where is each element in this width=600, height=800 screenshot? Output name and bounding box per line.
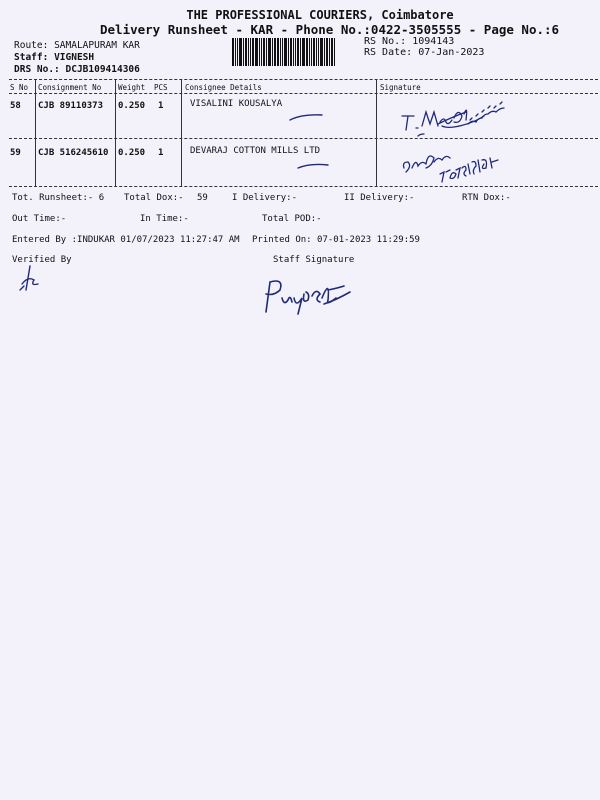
barcode-bar xyxy=(268,38,271,66)
th-consignee: Consignee Details xyxy=(185,83,262,92)
recipient-signature-image xyxy=(400,138,510,184)
barcode-bar xyxy=(297,38,299,66)
recipient-signature-image xyxy=(380,94,520,138)
cell-consignee: DEVARAJ COTTON MILLS LTD xyxy=(190,146,321,156)
barcode-bar xyxy=(284,38,287,66)
rs-date-value: 07-Jan-2023 xyxy=(418,47,485,58)
barcode-bar xyxy=(232,38,234,66)
col-divider xyxy=(181,80,182,186)
th-signature: Signature xyxy=(380,83,421,92)
staff-label: Staff: xyxy=(14,52,49,63)
route-label: Route: xyxy=(14,40,49,51)
barcode-bar xyxy=(239,38,242,66)
barcode-bar xyxy=(243,38,244,66)
barcode-bar xyxy=(259,38,260,66)
rs-no-value: 1094143 xyxy=(412,36,455,47)
rs-date-label: RS Date: xyxy=(364,47,413,58)
verified-by-label: Verified By xyxy=(12,255,72,265)
barcode-bar xyxy=(263,38,265,66)
barcode-bar xyxy=(295,38,296,66)
cell-pcs: 1 xyxy=(158,101,164,111)
barcode-bar xyxy=(311,38,312,66)
tot-runsheet: Tot. Runsheet:- 6 xyxy=(12,193,105,203)
staff-signature-label: Staff Signature xyxy=(273,255,355,265)
col-divider xyxy=(115,80,116,186)
total-dox-label: Total Dox:- xyxy=(124,193,184,203)
cell-sno: 59 xyxy=(10,148,21,158)
barcode-bar xyxy=(320,38,323,66)
cell-consignment: CJB 89110373 xyxy=(38,101,104,111)
pen-mark xyxy=(296,158,332,177)
barcode-bar xyxy=(318,38,319,66)
table-bottom-rule xyxy=(9,186,600,187)
cell-consignee: VISALINI KOUSALYA xyxy=(190,99,283,109)
barcode-bar xyxy=(261,38,262,66)
i-delivery: I Delivery:- xyxy=(232,193,298,203)
barcode-bar xyxy=(235,38,236,66)
table-top-rule xyxy=(9,79,600,80)
th-sno: S No xyxy=(10,83,29,92)
th-consignment: Consignment No xyxy=(38,83,102,92)
barcode-bar xyxy=(324,38,325,66)
barcode-bar xyxy=(331,38,333,66)
cell-consignment: CJB 516245610 xyxy=(38,148,109,158)
barcode-bar xyxy=(274,38,276,66)
th-weight: Weight xyxy=(118,83,146,92)
route-line xyxy=(14,40,140,51)
rs-no-label: RS No.: xyxy=(364,36,407,47)
barcode-bar xyxy=(266,38,267,66)
drs-value: DCJB109414306 xyxy=(65,64,140,75)
rs-date-line xyxy=(364,47,484,58)
barcode-bar xyxy=(248,38,249,66)
verifier-initials-image xyxy=(16,264,50,292)
barcode-bar xyxy=(313,38,315,66)
barcode-bar xyxy=(272,38,273,66)
drs-barcode xyxy=(232,38,354,66)
barcode-bar xyxy=(316,38,317,66)
staff-signature-image xyxy=(258,272,358,318)
rs-no-line xyxy=(364,36,454,47)
rtn-dox: RTN Dox:- xyxy=(462,193,511,203)
col-divider xyxy=(35,80,36,186)
pen-mark xyxy=(288,110,328,129)
barcode-bar xyxy=(300,38,301,66)
th-pcs: PCS xyxy=(154,83,168,92)
barcode-bar xyxy=(293,38,294,66)
staff-line xyxy=(14,52,94,63)
staff-value: VIGNESH xyxy=(54,52,95,63)
drs-label: DRS No.: xyxy=(14,64,60,75)
route-value: SAMALAPURAM KAR xyxy=(54,40,140,51)
barcode-bar xyxy=(290,38,292,66)
barcode-bar xyxy=(329,38,330,66)
in-time: In Time:- xyxy=(140,214,189,224)
row-separator-rule xyxy=(9,138,600,139)
barcode-bar xyxy=(309,38,310,66)
company-name: THE PROFESSIONAL COURIERS, Coimbatore xyxy=(186,8,454,22)
barcode-bar xyxy=(245,38,247,66)
out-time: Out Time:- xyxy=(12,214,67,224)
total-dox-value: 59 xyxy=(197,193,208,203)
barcode-bar xyxy=(237,38,238,66)
barcode-bar xyxy=(280,38,281,66)
cell-sno: 58 xyxy=(10,101,21,111)
barcode-bar xyxy=(334,38,335,66)
col-divider xyxy=(376,80,377,186)
barcode-bar xyxy=(306,38,308,66)
barcode-bar xyxy=(277,38,279,66)
total-pod: Total POD:- xyxy=(262,214,322,224)
cell-pcs: 1 xyxy=(158,148,164,158)
printed-on: Printed On: 07-01-2023 11:29:59 xyxy=(252,235,420,245)
barcode-bar xyxy=(252,38,254,66)
cell-weight: 0.250 xyxy=(118,101,146,111)
cell-weight: 0.250 xyxy=(118,148,146,158)
barcode-bar xyxy=(282,38,283,66)
runsheet-title: Delivery Runsheet - KAR - Phone No.:0422-3505555 - Page No.:6 xyxy=(100,22,560,37)
barcode-bar xyxy=(250,38,251,66)
barcode-bar xyxy=(255,38,258,66)
barcode-bar xyxy=(288,38,289,66)
barcode-bar xyxy=(302,38,305,66)
drs-line xyxy=(14,64,140,75)
entered-by: Entered By :INDUKAR 01/07/2023 11:27:47 AM xyxy=(12,235,240,245)
barcode-bar xyxy=(326,38,328,66)
ii-delivery: II Delivery:- xyxy=(344,193,415,203)
